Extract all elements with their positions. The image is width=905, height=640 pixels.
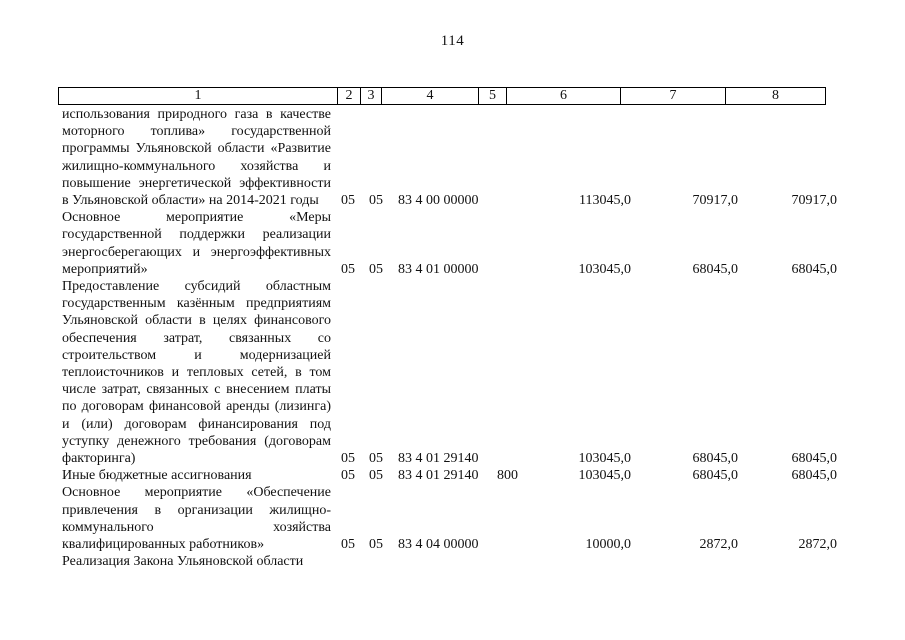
cell-subsection: 05 xyxy=(369,537,383,553)
cell-section: 05 xyxy=(341,537,355,553)
cell-amount-1: 103045,0 xyxy=(578,451,631,467)
cell-amount-2: 68045,0 xyxy=(692,468,738,484)
cell-amount-1: 103045,0 xyxy=(578,468,631,484)
cell-section: 05 xyxy=(341,193,355,209)
cell-target-code: 83 4 04 00000 xyxy=(398,537,479,553)
cell-amount-2: 70917,0 xyxy=(692,193,738,209)
cell-target-code: 83 4 01 29140 xyxy=(398,468,479,484)
cell-amount-3: 2872,0 xyxy=(798,537,837,553)
table-body xyxy=(0,106,905,570)
cell-amount-3: 68045,0 xyxy=(791,451,837,467)
cell-amount-1: 103045,0 xyxy=(578,261,631,277)
table-row xyxy=(0,553,905,570)
row-name: Предоставление субсидий областным государственным казённым предприятиям Ульяновской области в целях финансового обеспечения затрат, связанных со строительством и модернизацией теплоисточников и тепловых сетей, в том числе затрат, связанных с внесением платы по договорам финансовой аренды (лизинга) и (или) договорам финансирования под уступку денежного требования (договорам факторинга) xyxy=(62,279,331,467)
cell-amount-3: 68045,0 xyxy=(791,261,837,277)
cell-subsection: 05 xyxy=(369,193,383,209)
table-row xyxy=(0,106,905,209)
cell-section: 05 xyxy=(341,468,355,484)
table-row xyxy=(0,467,905,484)
table-row xyxy=(0,278,905,467)
cell-target-code: 83 4 01 00000 xyxy=(398,261,479,277)
cell-subsection: 05 xyxy=(369,451,383,467)
cell-section: 05 xyxy=(341,451,355,467)
table-header-row xyxy=(58,87,826,105)
page-number: 114 xyxy=(440,33,465,49)
cell-subsection: 05 xyxy=(369,261,383,277)
cell-amount-1: 113045,0 xyxy=(579,193,631,209)
header-col-5: 5 xyxy=(478,88,506,104)
cell-amount-2: 2872,0 xyxy=(699,537,738,553)
cell-section: 05 xyxy=(341,261,355,277)
header-col-6: 6 xyxy=(506,88,620,104)
row-name: Основное мероприятие «Обеспечение привлечения в организации жилищно-коммунального хозяйства квалифицированных работников» xyxy=(62,485,331,553)
cell-amount-3: 70917,0 xyxy=(791,193,837,209)
row-name: Основное мероприятие «Меры государственной поддержки реализации энергосберегающих и энергоэффективных мероприятий» xyxy=(62,210,331,277)
cell-amount-2: 68045,0 xyxy=(692,261,738,277)
row-name: Реализация Закона Ульяновской области xyxy=(62,554,304,570)
cell-amount-1: 10000,0 xyxy=(585,537,631,553)
cell-target-code: 83 4 00 00000 xyxy=(398,193,479,209)
table-row xyxy=(0,484,905,553)
cell-amount-2: 68045,0 xyxy=(692,451,738,467)
cell-subsection: 05 xyxy=(369,468,383,484)
header-col-1: 1 xyxy=(194,88,202,103)
row-name: Иные бюджетные ассигнования xyxy=(62,468,252,484)
cell-expense-type: 800 xyxy=(497,468,518,484)
header-col-7: 7 xyxy=(620,88,725,104)
cell-amount-3: 68045,0 xyxy=(791,468,837,484)
row-name: использования природного газа в качестве моторного топлива» государственной программы Ульяновской области «Развитие жилищно-коммунального хозяйства и повышение энергетической эффективности в Ульяновской области» на 2014-2021 годы xyxy=(62,107,331,209)
header-col-2: 2 xyxy=(337,88,360,104)
table-row xyxy=(0,209,905,278)
header-col-4: 4 xyxy=(381,88,478,104)
cell-target-code: 83 4 01 29140 xyxy=(398,451,479,467)
header-col-8: 8 xyxy=(725,88,825,104)
header-col-3: 3 xyxy=(360,88,381,104)
